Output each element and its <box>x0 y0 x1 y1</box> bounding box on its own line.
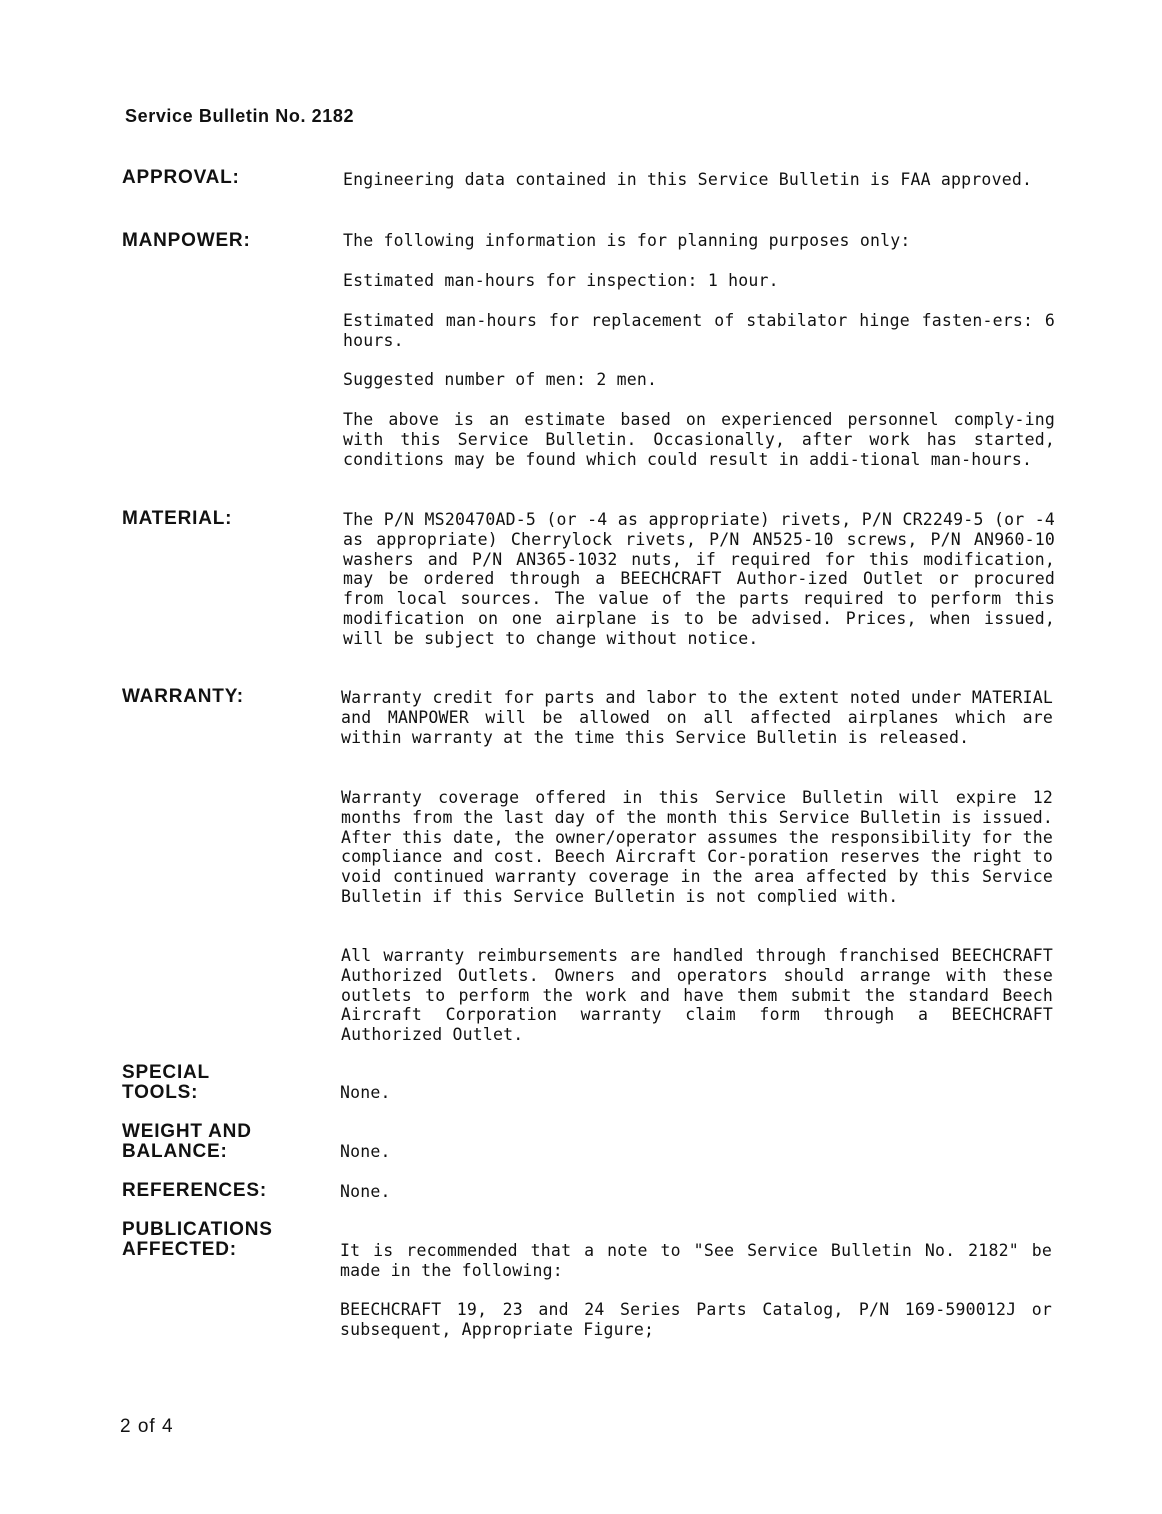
warranty-text-3: All warranty reimbursements are handled through franchised BEECHCRAFT Authorized Outlets. Owners and operators should arrange with these outlets to perform the work and have them submit the standard Beech Aircraft Corporation warranty claim form through a BEECHCRAFT Authorized Outlet. <box>341 946 1053 1045</box>
section-label-weight-balance <box>122 1122 252 1162</box>
label-line: WEIGHT AND <box>122 1121 252 1142</box>
publications-text-1: It is recommended that a note to "See Service Bulletin No. 2182" be made in the following: <box>340 1241 1052 1280</box>
page-title: Service Bulletin No. 2182 <box>125 106 355 126</box>
page-number: 2 of 4 <box>120 1416 174 1437</box>
label-line: PUBLICATIONS <box>122 1219 273 1240</box>
manpower-text-3: Estimated man-hours for replacement of stabilator hinge fasten-ers: 6 hours. <box>343 311 1055 350</box>
approval-text: Engineering data contained in this Service Bulletin is FAA approved. <box>343 170 1033 189</box>
material-text: The P/N MS20470AD-5 (or -4 as appropriate) rivets, P/N CR2249-5 (or -4 as appropriate) Cherrylock rivets, P/N AN525-10 screws, P/N AN960-10 washers and P/N AN365-1032 nuts, if required for this modification, may be ordered through a BEECHCRAFT Author-ized Outlet or procured from local sources. The value of the parts required to perform this modification on one airplane is to be advised. Prices, when issued, will be subject to change without notice. <box>343 510 1055 648</box>
section-label-manpower: MANPOWER: <box>122 230 251 251</box>
warranty-text-1: Warranty credit for parts and labor to the extent noted under MATERIAL and MANPOWER will be allowed on all affected airplanes which are within warranty at the time this Service Bulletin is released. <box>341 688 1053 747</box>
weight-balance-value: None. <box>340 1142 391 1161</box>
section-label-special-tools <box>122 1063 210 1103</box>
section-label-warranty: WARRANTY: <box>122 686 244 707</box>
manpower-text-1: The following information is for planning purposes only: <box>343 231 911 250</box>
special-tools-value: None. <box>340 1083 391 1102</box>
publications-text-2: BEECHCRAFT 19, 23 and 24 Series Parts Catalog, P/N 169-590012J or subsequent, Appropriate Figure; <box>340 1300 1052 1339</box>
label-line: SPECIAL <box>122 1062 210 1083</box>
references-value: None. <box>340 1182 391 1201</box>
section-label-approval: APPROVAL: <box>122 167 240 188</box>
manpower-text-2: Estimated man-hours for inspection: 1 hour. <box>343 271 779 290</box>
section-label-references: REFERENCES: <box>122 1180 267 1201</box>
section-label-material: MATERIAL: <box>122 508 233 529</box>
label-line: AFFECTED: <box>122 1239 237 1260</box>
warranty-text-2: Warranty coverage offered in this Service Bulletin will expire 12 months from the last day of the month this Service Bulletin is issued. After this date, the owner/operator assumes the responsibility for the compliance and cost. Beech Aircraft Cor-poration reserves the right to void continued warranty coverage in the area affected by this Service Bulletin if this Service Bulletin is not complied with. <box>341 788 1053 906</box>
manpower-text-4: Suggested number of men: 2 men. <box>343 370 658 389</box>
manpower-text-5: The above is an estimate based on experienced personnel comply-ing with this Service Bulletin. Occasionally, after work has started, conditions may be found which could result in addi-tional man-hours. <box>343 410 1055 469</box>
label-line: BALANCE: <box>122 1141 228 1162</box>
label-line: TOOLS: <box>122 1082 199 1103</box>
section-label-publications <box>122 1220 273 1260</box>
